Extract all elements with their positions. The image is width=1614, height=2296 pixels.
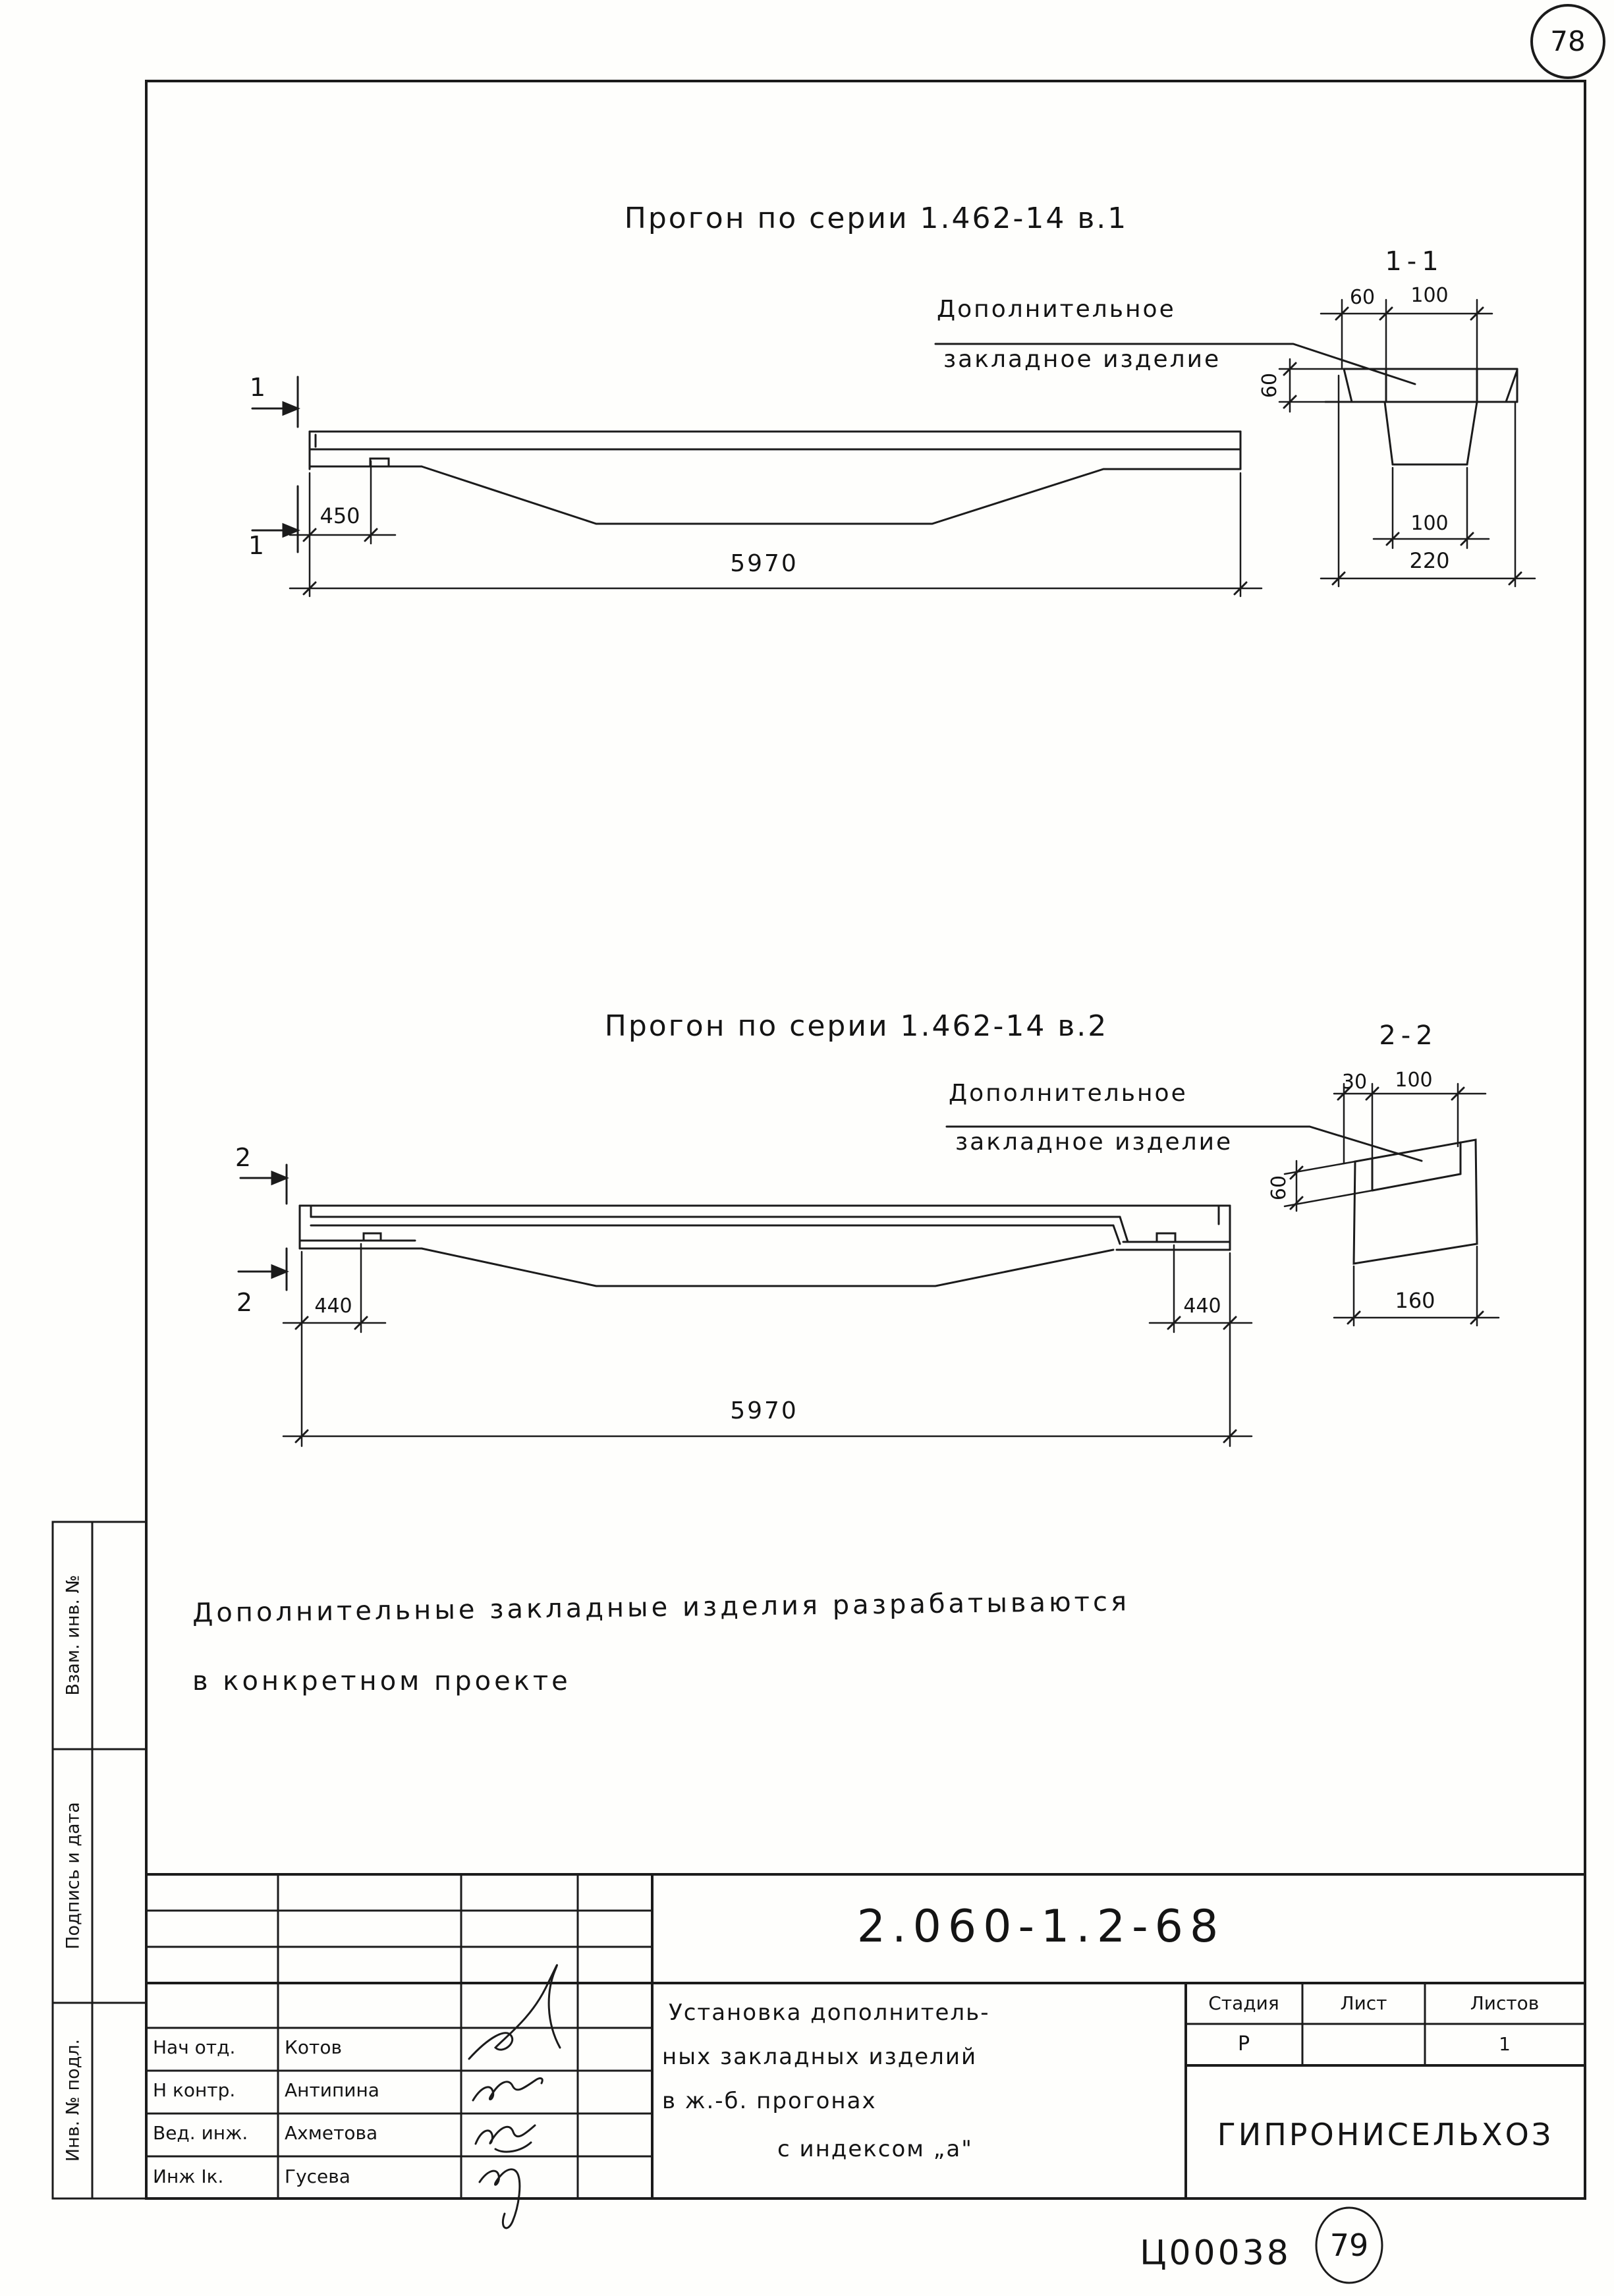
section22-title: 2-2	[1379, 1021, 1438, 1051]
leader1-label-line2: закладное изделие	[943, 346, 1221, 373]
leader2-label-line2: закладное изделие	[955, 1129, 1233, 1156]
beam2-cut-label-bottom: 2	[236, 1288, 253, 1317]
sheets-header: Листов	[1470, 1992, 1540, 2014]
beam2-cut-marks	[238, 1165, 287, 1290]
section11-title: 1-1	[1385, 246, 1444, 277]
section11-dim-60-left: 60	[1258, 372, 1281, 399]
block-title-line1: Установка дополнитель-	[669, 2000, 990, 2026]
section22-dim-60-left: 60	[1267, 1175, 1291, 1201]
section22-dim-30-top: 30	[1341, 1071, 1368, 1094]
beam1-cut-marks	[249, 373, 298, 552]
beam2-dim-440-right: 440	[1183, 1295, 1221, 1318]
beam1-cut-label-bottom: 1	[248, 531, 265, 560]
stage-header: Стадия	[1208, 1992, 1279, 2014]
beam2-dim-440-left: 440	[314, 1295, 352, 1318]
block-title-line3: в ж.-б. прогонах	[662, 2088, 877, 2114]
role-inzh: Инж Iк.	[153, 2166, 224, 2187]
section22-dim-100-top: 100	[1395, 1069, 1433, 1092]
role-ved-inzh: Вед. инж.	[153, 2122, 248, 2144]
block-title-line4: с индексом „а"	[777, 2136, 973, 2162]
beam1-dim-5970: 5970	[730, 550, 798, 577]
beam1-dim-450: 450	[320, 503, 360, 528]
signature-strokes	[469, 1965, 560, 2228]
section11-dim-220: 220	[1409, 548, 1450, 573]
name-antipina: Антипина	[285, 2079, 379, 2101]
section11-dim-60-top: 60	[1349, 286, 1376, 309]
name-akhmetova: Ахметова	[285, 2122, 378, 2144]
beam2-cut-label-top: 2	[235, 1143, 252, 1172]
sheet-header: Лист	[1340, 1992, 1387, 2014]
doc-stamp: Ц00038	[1140, 2233, 1291, 2273]
sheet-frame	[146, 81, 1585, 2198]
block-title-line2: ных закладных изделий	[662, 2044, 978, 2070]
note-line2: в конкретном проекте	[192, 1666, 571, 1696]
note-line1: Дополнительные закладные изделия разрабатываются	[192, 1586, 1130, 1629]
section11-outline	[1325, 369, 1517, 464]
stage-value: Р	[1237, 2032, 1250, 2056]
beam2-dim-5970: 5970	[730, 1397, 798, 1424]
drawing2-title: Прогон по серии 1.462-14 в.2	[604, 1009, 1109, 1043]
leader2-label-line1: Дополнительное	[949, 1080, 1188, 1107]
dimension-ticks	[296, 308, 1521, 1442]
name-guseva: Гусева	[285, 2166, 350, 2187]
sheets-value: 1	[1499, 2033, 1511, 2055]
page-badge-bottom: 79	[1329, 2227, 1369, 2263]
name-kotov: Котов	[285, 2036, 342, 2058]
drawing1-title: Прогон по серии 1.462-14 в.1	[624, 202, 1128, 235]
margin-stamp-inv: Инв. № подл.	[63, 2038, 84, 2162]
section22-dim-160: 160	[1395, 1288, 1435, 1313]
section11-dim-100-top: 100	[1410, 284, 1449, 307]
beam2-outline	[300, 1206, 1230, 1286]
section11-dim-100-bottom: 100	[1410, 512, 1449, 535]
margin-stamp-vzam: Взам. инв. №	[63, 1575, 84, 1696]
role-nach-otd: Нач отд.	[153, 2036, 236, 2058]
role-n-kontr: Н контр.	[153, 2079, 236, 2101]
organization: ГИПРОНИСЕЛЬХОЗ	[1217, 2117, 1554, 2152]
beam1-cut-label-top: 1	[249, 373, 266, 402]
margin-stamp-podpis: Подпись и дата	[63, 1802, 84, 1949]
page-badge-top: 78	[1550, 25, 1586, 57]
section22-dimension-lines	[1285, 1084, 1499, 1326]
section11-dimension-lines	[1279, 300, 1535, 586]
leader1-label-line1: Дополнительное	[937, 296, 1176, 323]
beam1-outline	[310, 432, 1240, 528]
doc-number: 2.060-1.2-68	[856, 1901, 1225, 1953]
